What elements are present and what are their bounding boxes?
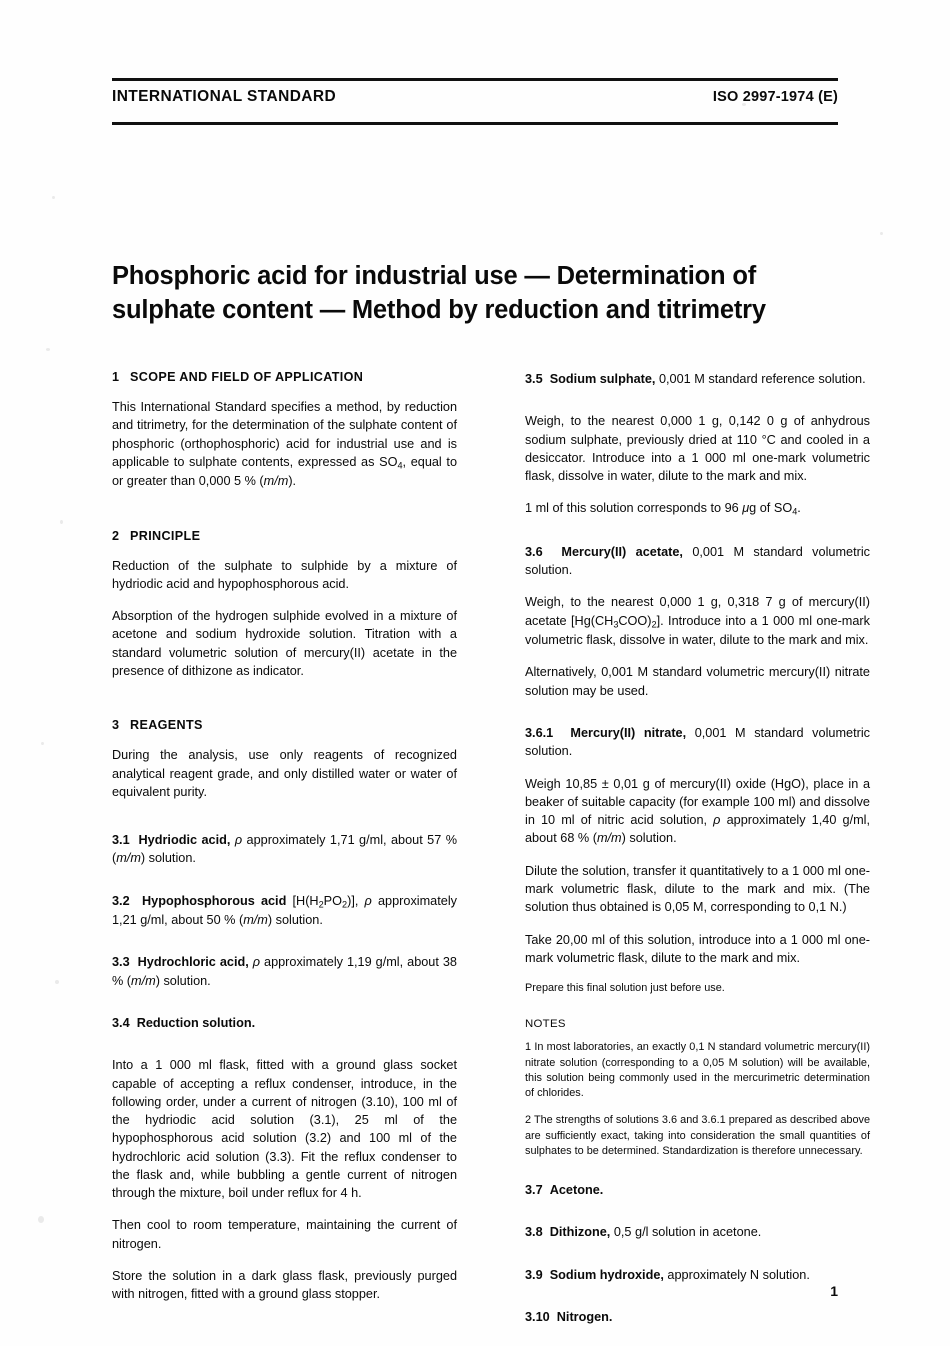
reagent-name: Sodium hydroxide, (549, 1267, 664, 1282)
section-heading-scope (112, 370, 457, 384)
scope-text-a: This International Standard specifies a method, by reduction and titrimetry, for the determination of the sulphate content of phosphoric (orthophosphoric) acid for industrial use and is applicable to sulphate contents, expressed as SO (112, 400, 457, 469)
notes-heading: NOTES (525, 1018, 566, 1031)
reduction-solution-paragraph-2: Then cool to room temperature, maintaining the current of nitrogen. (112, 1218, 457, 1251)
scope-text-c: ). (288, 474, 297, 489)
rho-symbol: ρ (713, 813, 721, 828)
reagents-intro-paragraph: During the analysis, use only reagents of recognized analytical reagent grade, and only distilled water or water of equivalent purity. (112, 748, 457, 799)
reagent-3-10 (525, 1308, 870, 1326)
header-rule-top (112, 78, 838, 81)
page-title: Phosphoric acid for industrial use — Determination of sulphate content — Method by reduction and titrimetry (112, 262, 766, 324)
reagent-italic: m/m (131, 973, 156, 988)
header-standard-label: INTERNATIONAL STANDARD (112, 88, 337, 105)
formula-subscript: 3 (613, 618, 619, 629)
mercury-acetate-paragraph-1 (525, 593, 870, 649)
reagent-3-6 (525, 543, 870, 580)
reagent-3-5 (525, 370, 870, 388)
scan-speckle (880, 232, 883, 235)
reagent-number: 3.4 (112, 1015, 130, 1030)
mu-symbol: μ (742, 501, 750, 516)
page-number: 1 (830, 1283, 838, 1299)
reagent-italic: m/m (116, 851, 141, 866)
scan-speckle (46, 348, 50, 351)
equiv-subscript: 4 (792, 506, 798, 517)
reagent-number: 3.6.1 (525, 725, 554, 740)
mercury-nitrate-paragraph-2: Dilute the solution, transfer it quantitatively to a 1 000 ml one-mark volumetric flask, dilute to the mark and mix. (The solution thus obtained is 0,05 M, corresponding to 0,1 N.) (525, 863, 870, 915)
reagent-italic: m/m (243, 913, 268, 928)
reagent-name: Dithizone, (549, 1225, 611, 1240)
rho-symbol: ρ (364, 893, 372, 908)
reagent-detail: 0,001 M standard volumetric solution. (525, 544, 870, 578)
section-title: REAGENTS (130, 718, 203, 733)
section-number: 1 (112, 370, 120, 384)
document-header (112, 88, 838, 106)
scan-speckle (60, 520, 63, 524)
nitrate-text-a: Weigh 10,85 ± 0,01 g of mercury(II) oxide (HgO), place in a beaker of suitable capacity (for example 100 ml) and dissolve in 10 ml of nitric acid solution, (525, 776, 870, 828)
reagent-3-2 (112, 892, 457, 930)
reagent-number: 3.7 (525, 1183, 543, 1198)
section-title: SCOPE AND FIELD OF APPLICATION (130, 370, 364, 384)
sodium-sulphate-paragraph-1: Weigh, to the nearest 0,000 1 g, 0,142 0 g of anhydrous sodium sulphate, previously dried at 110 °C and cooled in a desiccator. Introduce into a 1 000 ml one-mark volumetric flask, dissolve in water, dilute to the mark and mix. (525, 414, 870, 484)
reagent-detail: approximately N solution. (663, 1267, 810, 1282)
mercury-nitrate-paragraph-3: Take 20,00 ml of this solution, introduce into a 1 000 ml one-mark volumetric flask, dilute to the mark and mix. (525, 932, 870, 965)
mercury-acetate-paragraph-2: Alternatively, 0,001 M standard volumetric mercury(II) nitrate solution may be used. (525, 665, 870, 698)
section-title: PRINCIPLE (130, 528, 201, 543)
scope-paragraph (112, 398, 457, 491)
scan-speckle (52, 196, 55, 199)
section-heading-principle (112, 529, 457, 543)
formula-subscript: 2 (318, 898, 324, 909)
equiv-text-c: . (797, 501, 801, 516)
reagent-detail-a: approximately 1,19 g/ml, about 38 % ( (112, 955, 457, 988)
sodium-sulphate-paragraph-2 (525, 499, 870, 518)
reagent-number: 3.8 (525, 1225, 543, 1240)
rho-symbol: ρ (234, 833, 243, 848)
reagent-name: Sodium sulphate, (549, 372, 656, 386)
reagent-3-9 (525, 1266, 870, 1284)
equiv-text-b: g of SO (749, 501, 793, 516)
reagent-number: 3.9 (525, 1267, 543, 1282)
reagent-3-7 (525, 1181, 870, 1199)
section-number: 2 (112, 528, 120, 543)
reagent-name: Hydrochloric acid, (137, 955, 249, 970)
reagent-name: Nitrogen. (556, 1310, 613, 1325)
reagent-detail-b: ) solution. (155, 973, 211, 988)
scope-italic: m/m (263, 474, 289, 489)
mercury-text-c: ]. Introduce into a 1 000 ml one-mark volumetric flask, dissolve in water, dilute to the mark and mix. (525, 613, 871, 648)
scope-text-b: , equal to or greater than 0,000 5 % ( (112, 454, 457, 489)
mercury-text-b: COO) (618, 613, 652, 628)
formula-subscript: 2 (342, 898, 348, 909)
reagent-number: 3.10 (525, 1310, 550, 1325)
reagent-3-3 (112, 953, 457, 990)
left-column (112, 370, 457, 1318)
note-2: 2 The strengths of solutions 3.6 and 3.6.1 prepared as described above are sufficiently exact, taking into consideration the small quantities of sulphates to be determined. Standardization is therefore unnecessary. (525, 1114, 870, 1157)
scan-speckle (41, 742, 44, 745)
reagent-detail: 0,001 M standard volumetric solution. (525, 725, 870, 759)
note-1: 1 In most laboratories, an exactly 0,1 N standard volumetric mercury(II) nitrate solution (corresponding to a 0,05 M solution) will be available, this solution being commonly used in the mercurimetric determination of chlorides. (525, 1041, 870, 1100)
reagent-detail: 0,001 M standard reference solution. (655, 372, 866, 386)
reagent-3-8 (525, 1223, 870, 1241)
reagent-name: Acetone. (549, 1183, 604, 1198)
reagent-number: 3.1 (112, 833, 130, 848)
nitrate-text-b: approximately 1,40 g/ml, about 68 % ( (525, 813, 871, 846)
reagent-3-6-1 (525, 724, 870, 761)
scan-speckle (55, 980, 59, 984)
reduction-solution-paragraph-3: Store the solution in a dark glass flask, previously purged with nitrogen, fitted with a ground glass stopper. (112, 1269, 457, 1302)
reagent-name: Mercury(II) nitrate, (570, 725, 687, 740)
nitrate-text-c: ) solution. (621, 831, 677, 846)
section-heading-reagents (112, 718, 457, 732)
section-number: 3 (112, 718, 120, 733)
reagent-detail: 0,5 g/l solution in acetone. (610, 1225, 762, 1240)
reagent-number: 3.3 (112, 955, 130, 970)
reagent-3-1 (112, 831, 457, 868)
reagent-detail-b: ) solution. (267, 913, 323, 928)
reagent-name: Hypophosphorous acid (142, 893, 287, 908)
principle-paragraph-2: Absorption of the hydrogen sulphide evolved in a mixture of acetone and sodium hydroxide solution. Titration with a standard volumetric solution of mercury(II) acetate in the presence of dithizone as indicator. (112, 609, 457, 678)
header-rule-bottom (112, 122, 838, 125)
mercury-nitrate-paragraph-1 (525, 775, 870, 848)
formula-part: PO (323, 893, 343, 908)
mercury-nitrate-paragraph-4: Prepare this final solution just before use. (525, 982, 725, 995)
reduction-solution-paragraph-1: Into a 1 000 ml flask, fitted with a ground glass socket capable of accepting a reflux condenser, introduce, in the following order, under a current of nitrogen (3.10), 100 ml of the hydriodic acid solution (3.1), 25 ml of the hypophosphorous acid solution (3.2) and 100 ml of the hydrochloric acid solution (3.3). Fit the reflux condenser to the flask and, while bubbling a gentle current of nitrogen through the mixture, boil under reflux for 4 h. (112, 1058, 457, 1201)
nitrate-italic: m/m (596, 831, 622, 846)
reagent-3-4 (112, 1014, 457, 1032)
formula-subscript: 2 (651, 618, 657, 629)
reagent-detail-a: approximately 1,21 g/ml, about 50 % ( (112, 893, 457, 928)
rho-symbol: ρ (252, 955, 261, 970)
reagent-number: 3.5 (525, 372, 543, 386)
scan-speckle (38, 1216, 44, 1223)
right-column (525, 370, 870, 1340)
reagent-name: Mercury(II) acetate, (561, 544, 683, 559)
reagent-name: Hydriodic acid, (138, 833, 231, 848)
header-standard-number: ISO 2997-1974 (E) (712, 89, 838, 105)
reagent-name: Reduction solution. (136, 1015, 256, 1030)
principle-paragraph-1: Reduction of the sulphate to sulphide by a mixture of hydriodic acid and hypophosphorous acid. (112, 558, 457, 591)
reagent-number: 3.6 (525, 544, 543, 559)
mercury-text-a: Weigh, to the nearest 0,000 1 g, 0,318 7 g of mercury(II) acetate [Hg(CH (525, 595, 870, 628)
reagent-detail-a: approximately 1,71 g/ml, about 57 % ( (112, 833, 457, 866)
reagent-detail-b: ) solution. (140, 851, 196, 866)
reagent-number: 3.2 (112, 893, 130, 908)
scope-subscript: 4 (397, 460, 403, 471)
formula-part: [H(H (286, 893, 319, 908)
equiv-text-a: 1 ml of this solution corresponds to 96 (525, 501, 743, 516)
formula-part: )], (347, 893, 365, 908)
